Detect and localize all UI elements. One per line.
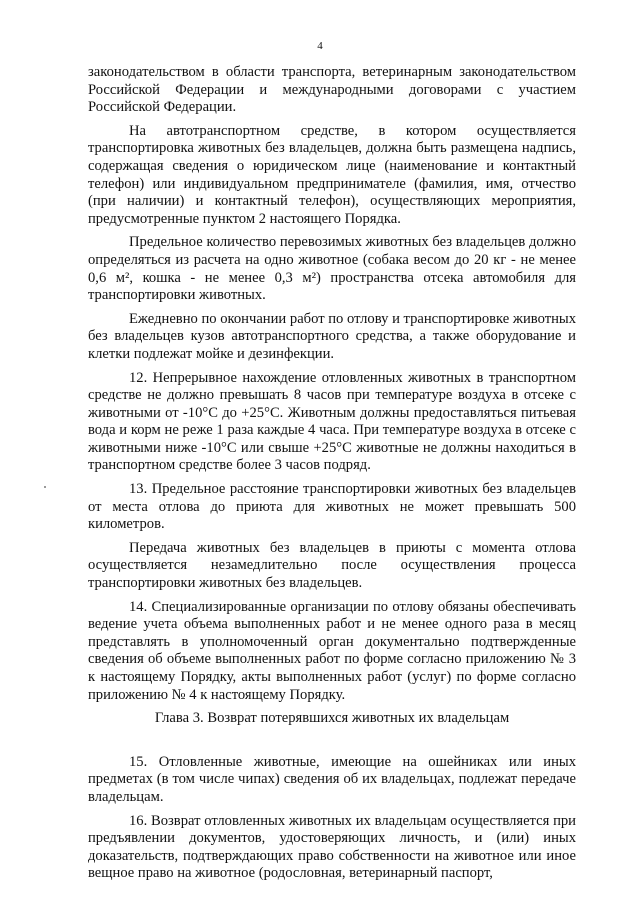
- margin-mark: [44, 486, 46, 488]
- paragraph-16: 16. Возврат отловленных животных их владельцам осуществляется при предъявлении документов, удостоверяющих личность, и (или) иных доказательств, подтверждающих право собственности на животное или иное вещное право на животное (родословная, ветеринарный паспорт,: [88, 812, 576, 882]
- paragraph-12: 12. Непрерывное нахождение отловленных животных в транспортном средстве не должно превышать 8 часов при температуре воздуха в отсеке с животными от -10°С до +25°С. Животным должны предоставляться питьевая вода и корм не реже 1 раза каждые 4 часа. При температуре воздуха в отсеке с животными ниже -10°С или свыше +25°С животные не должны находиться в транспортном средстве более 3 часов подряд.: [88, 369, 576, 474]
- paragraph-13: 13. Предельное расстояние транспортировки животных без владельцев от места отлова до приюта для животных не может превышать 500 километров.: [88, 481, 576, 533]
- paragraph-daily-cleaning: Ежедневно по окончании работ по отлову и транспортировке животных без владельцев кузов автотранспортного средства, а также оборудование и клетки подлежат мойке и дезинфекции.: [88, 310, 576, 362]
- paragraph-continuation: законодательством в области транспорта, ветеринарным законодательством Российской Федерации и международными договорами с участием Российской Федерации.: [88, 64, 576, 116]
- chapter-title: Глава 3. Возврат потерявшихся животных их владельцам: [154, 710, 510, 727]
- paragraph-animal-limit: Предельное количество перевозимых животных без владельцев должно определяться из расчета на одно животное (собака весом до 20 кг - не менее 0,6 м², кошка - не менее 0,3 м²) пространства отсека автомобиля для транспортировки животных.: [88, 234, 576, 304]
- paragraph-14: 14. Специализированные организации по отлову обязаны обеспечивать ведение учета объема выполненных работ и не менее одного раза в месяц представлять в уполномоченный орган документально подтвержденные сведения об объеме выполненных работ по форме согласно приложению № 3 к настоящему Порядку, акты выполненных работ (услуг) по форме согласно приложению № 4 к настоящему Порядку.: [88, 598, 576, 703]
- page-number: 4: [317, 40, 323, 52]
- paragraph-vehicle-sign: На автотранспортном средстве, в котором осуществляется транспортировка животных без владельцев, должна быть размещена надпись, содержащая сведения о юридическом лице (наименование и контактный телефон) или индивидуальном предпринимателе (фамилия, имя, отчество (при наличии) и контактный телефон), осуществляющих мероприятия, предусмотренные пунктом 2 настоящего Порядка.: [88, 122, 576, 227]
- document-body: [88, 64, 576, 883]
- paragraph-transfer-to-shelter: Передача животных без владельцев в приюты с момента отлова осуществляется незамедлительно после осуществления процесса транспортировки животных без владельцев.: [88, 539, 576, 592]
- paragraph-15: 15. Отловленные животные, имеющие на ошейниках или иных предметах (в том числе чипах) сведения об их владельцах, подлежат передаче владельцам.: [88, 753, 576, 805]
